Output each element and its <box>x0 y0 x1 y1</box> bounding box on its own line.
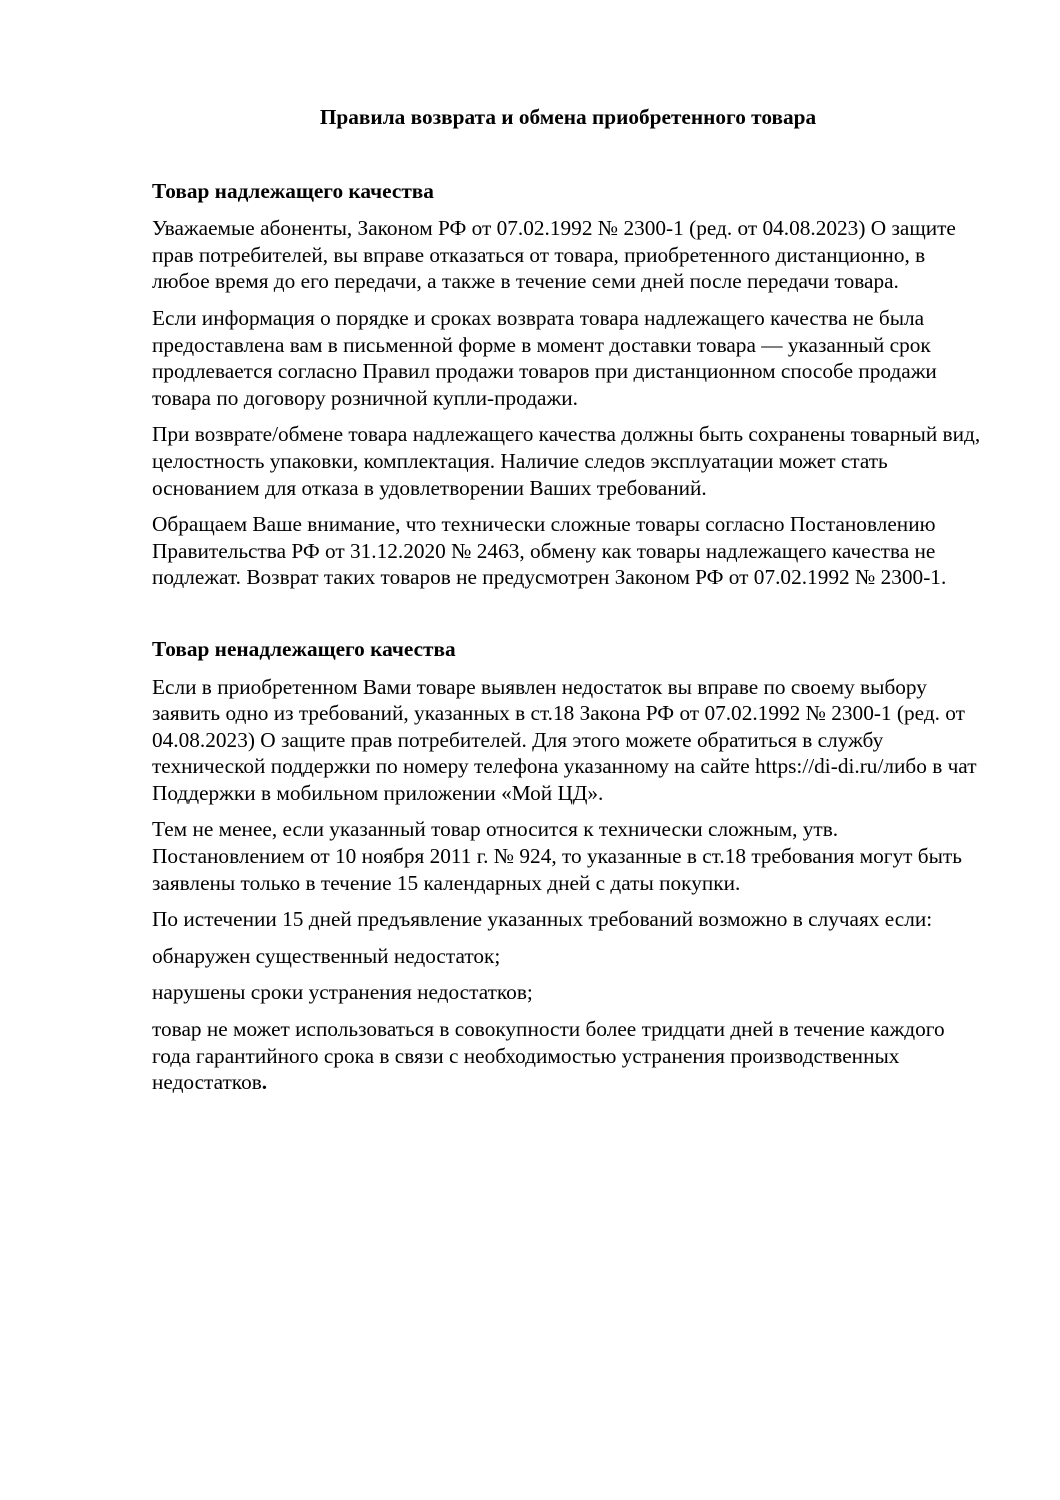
paragraph-final-bold-period: . <box>261 1070 268 1095</box>
section-good-quality <box>152 178 984 591</box>
section-heading-good-quality: Товар надлежащего качества <box>152 178 434 203</box>
paragraph: нарушены сроки устранения недостатков; <box>152 980 533 1005</box>
paragraph-final <box>152 1016 984 1096</box>
paragraph: Если в приобретенном Вами товаре выявлен недостаток вы вправе по своему выбору заявить одно из требований, указанных в ст.18 Закона РФ от 07.02.1992 № 2300-1 (ред. от 04.08.2023) О защите прав потребителей. Для этого можете обратиться в службу технической поддержки по номеру телефона указанному на сайте https://di-di.ru/либо в чат Поддержки в мобильном приложении «Мой ЦД». <box>152 674 977 805</box>
document-title: Правила возврата и обмена приобретенного товара <box>319 105 817 129</box>
paragraph: обнаружен существенный недостаток; <box>152 943 501 968</box>
paragraph-final-text: товар не может использоваться в совокупности более тридцати дней в течение каждого года гарантийного срока в связи с необходимостью устранения производственных недостатков <box>152 1017 945 1095</box>
paragraph: При возврате/обмене товара надлежащего качества должны быть сохранены товарный вид, целостность упаковки, комплектация. Наличие следов эксплуатации может стать основанием для отказа в удовлетворении Ваших требований. <box>152 422 981 500</box>
paragraph: Тем не менее, если указанный товар относится к технически сложным, утв. Постановлением от 10 ноября 2011 г. № 924, то указанные в ст.18 требования могут быть заявлены только в течение 15 календарных дней с даты покупки. <box>152 817 962 895</box>
section-bad-quality <box>152 636 984 1096</box>
paragraph: Уважаемые абоненты, Законом РФ от 07.02.1992 № 2300-1 (ред. от 04.08.2023) О защите прав потребителей, вы вправе отказаться от товара, приобретенного дистанционно, в любое время до его передачи, а также в течение семи дней после передачи товара. <box>152 216 956 294</box>
paragraph: Обращаем Ваше внимание, что технически сложные товары согласно Постановлению Правительства РФ от 31.12.2020 № 2463, обмену как товары надлежащего качества не подлежат. Возврат таких товаров не предусмотрен Законом РФ от 07.02.1992 № 2300-1. <box>152 512 947 590</box>
paragraph: Если информация о порядке и сроках возврата товара надлежащего качества не была предоставлена вам в письменной форме в момент доставки товара — указанный срок продлевается согласно Правил продажи товаров при дистанционном способе продажи товара по договору розничной купли-продажи. <box>152 305 937 410</box>
paragraph: По истечении 15 дней предъявление указанных требований возможно в случаях если: <box>152 907 933 932</box>
section-heading-bad-quality: Товар ненадлежащего качества <box>152 636 456 661</box>
